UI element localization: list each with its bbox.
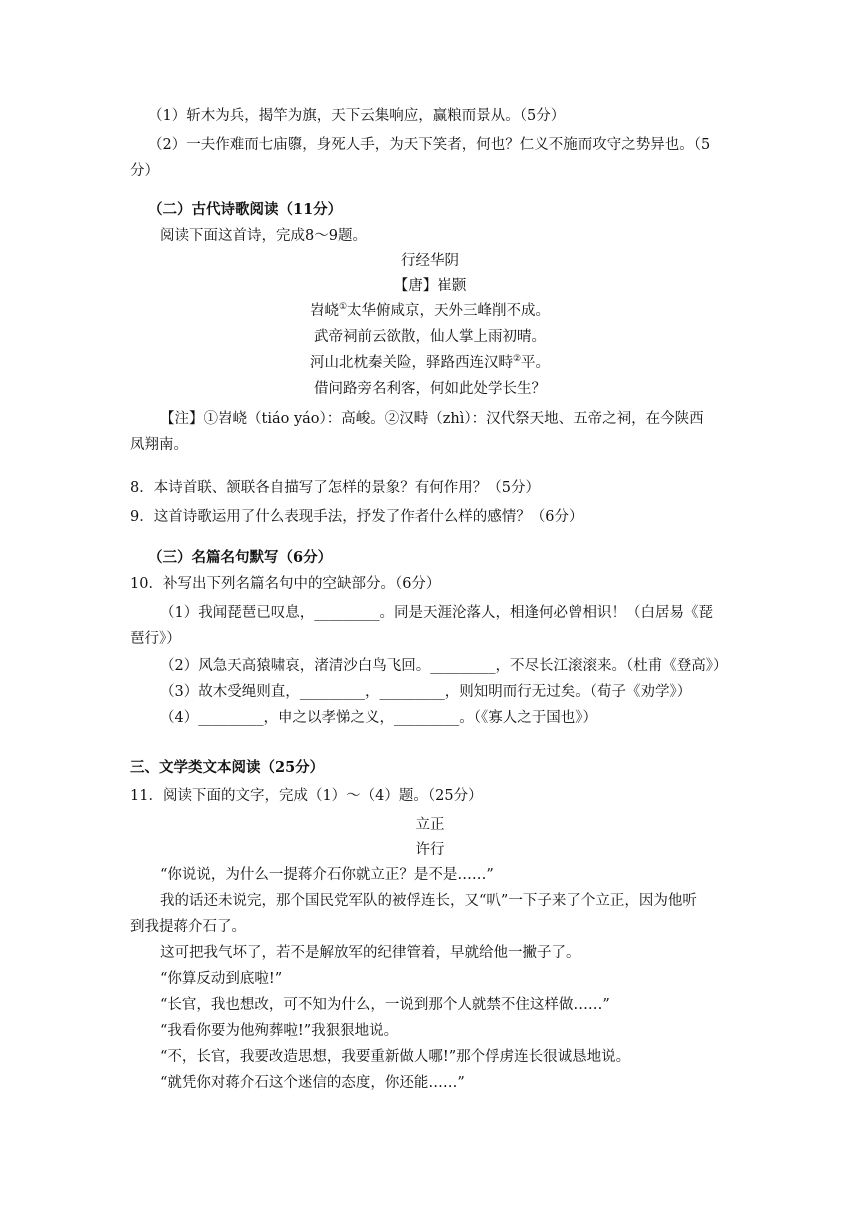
poem-author: 【唐】崔颢 xyxy=(393,278,467,294)
poem-notes-line1: 【注】①岧峣（tiáo yáo）：高峻。②汉畤（zhì）：汉代祭天地、五帝之祠，在今陕西 xyxy=(160,411,704,427)
poem-line-1: 岧峣①太华俯咸京，天外三峰削不成。 xyxy=(309,302,551,319)
story-paragraph-2-line1: 我的话还未说完，那个国民党军队的被俘连长，又“叭”一下子来了个立正，因为他听 xyxy=(160,893,697,909)
dictation-item-4: （4）_________，申之以孝悌之义，_________。（《寡人之于国也》） xyxy=(160,710,597,726)
question-9: 9．这首诗歌运用了什么表现手法，抒发了作者什么样的感情？（6分） xyxy=(130,509,584,525)
literary-section-heading: 三、文学类文本阅读（25分） xyxy=(130,759,325,776)
dictation-item-2: （2）风急天高猿啸哀，渚清沙白鸟飞回。_________，不尽长江滚滚来。（杜甫《登高》） xyxy=(160,658,728,674)
question-10: 10．补写出下列名篇名句中的空缺部分。（6分） xyxy=(130,576,441,592)
story-paragraph-2-line2: 到我提蒋介石了。 xyxy=(130,919,246,935)
story-paragraph-6: “我看你要为他殉葬啦!”我狠狠地说。 xyxy=(160,1023,399,1039)
story-paragraph-3: 这可把我气坏了，若不是解放军的纪律管着，早就给他一撇子了。 xyxy=(160,945,581,961)
question-8: 8．本诗首联、颔联各自描写了怎样的景象？有何作用？（5分） xyxy=(130,480,540,496)
poem-notes-line2: 凤翔南。 xyxy=(130,437,188,453)
footnote-marker-1: ① xyxy=(338,302,348,312)
poem-line-4: 借问路旁名利客，何如此处学长生？ xyxy=(314,381,546,397)
question-11: 11．阅读下面的文字，完成（1）～（4）题。（25分） xyxy=(130,788,483,804)
story-paragraph-4: “你算反动到底啦!” xyxy=(160,971,283,987)
story-title: 立正 xyxy=(415,817,445,833)
poem-line-3: 河山北枕秦关险，驿路西连汉畤②平。 xyxy=(309,354,551,371)
story-paragraph-7: “不，长官，我要改造思想，我要重新做人哪!”那个俘虏连长很诚恳地说。 xyxy=(160,1049,631,1065)
poetry-section-heading: （二）古代诗歌阅读（11分） xyxy=(148,201,343,218)
translation-item-2-line2: 分） xyxy=(130,163,159,179)
poem-title: 行经华阴 xyxy=(401,253,459,269)
story-paragraph-8: “就凭你对蒋介石这个迷信的态度，你还能……” xyxy=(160,1075,465,1091)
translation-item-1: （1）斩木为兵，揭竿为旗，天下云集响应，赢粮而景从。（5分） xyxy=(148,108,566,124)
story-paragraph-1: “你说说，为什么一提蒋介石你就立正？是不是……” xyxy=(160,867,494,883)
story-author: 许行 xyxy=(415,842,445,858)
poetry-instruction: 阅读下面这首诗，完成8～9题。 xyxy=(160,228,367,244)
poem-line-2: 武帝祠前云欲散，仙人掌上雨初晴。 xyxy=(314,329,546,345)
dictation-section-heading: （三）名篇名句默写（6分） xyxy=(148,549,333,566)
story-paragraph-5: “长官，我也想改，可不知为什么，一说到那个人就禁不住这样做……” xyxy=(160,997,610,1013)
dictation-item-1-line2: 琶行》） xyxy=(130,631,181,647)
footnote-marker-2: ② xyxy=(512,354,522,364)
dictation-item-1-line1: （1）我闻琵琶已叹息，_________。同是天涯沦落人，相逢何必曾相识！（白居易《琵 xyxy=(160,605,713,621)
translation-item-2-line1: （2）一夫作难而七庙隳，身死人手，为天下笑者，何也？仁义不施而攻守之势异也。（5 xyxy=(148,137,711,153)
dictation-item-3: （3）故木受绳则直，_________，_________，则知明而行无过矣。（荀子《劝学》） xyxy=(160,684,692,700)
